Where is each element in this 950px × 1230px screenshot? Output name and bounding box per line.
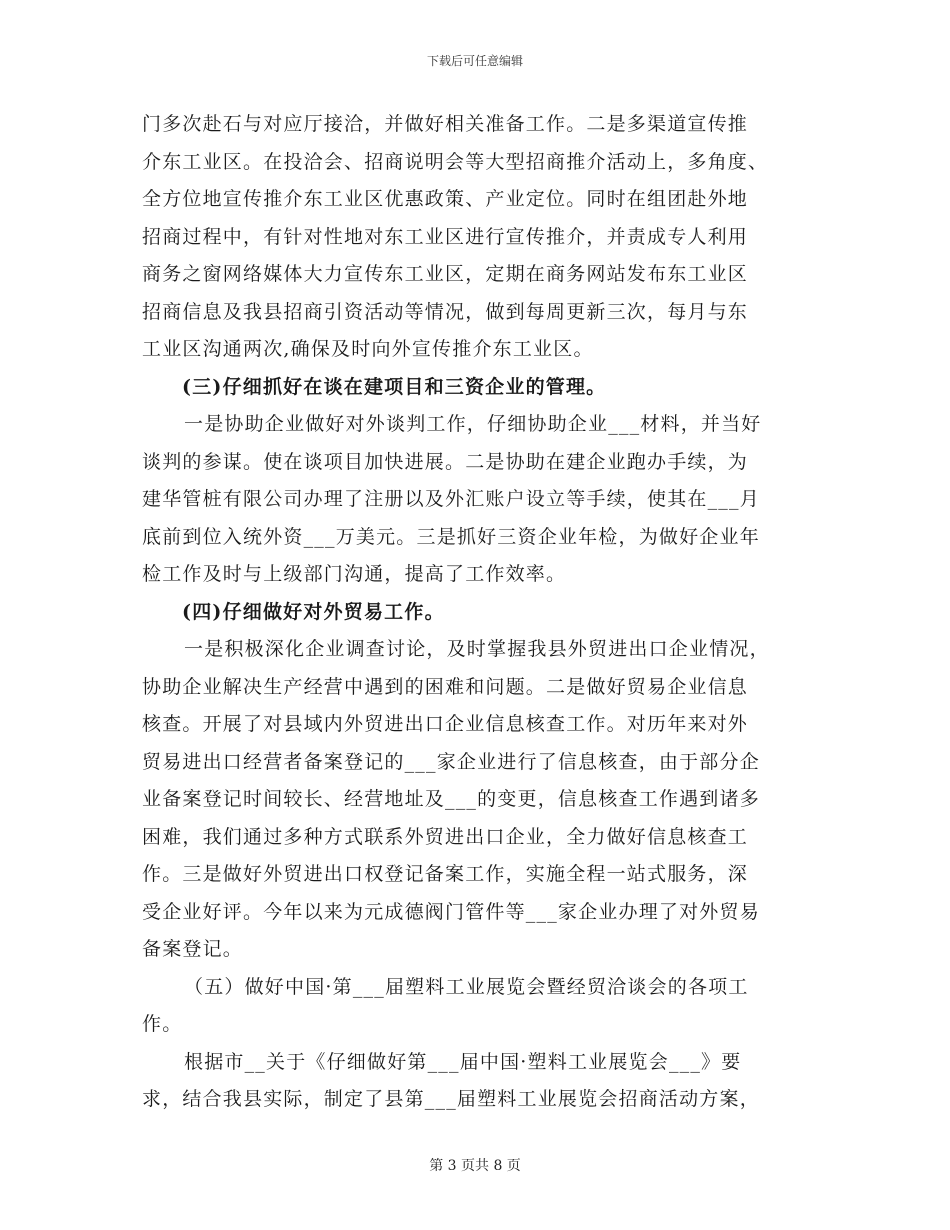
paragraph-line: 受企业好评。今年以来为元成德阀门管件等___家企业办理了对外贸易 bbox=[142, 900, 760, 923]
paragraph-line: 一是协助企业做好对外谈判工作，仔细协助企业___材料，并当好 bbox=[184, 413, 762, 435]
paragraph-line: 一是积极深化企业调查讨论，及时掌握我县外贸进出口企业情况， bbox=[184, 638, 770, 660]
paragraph-line: 商务之窗网络媒体大力宣传东工业区，定期在商务网站发布东工业区 bbox=[142, 263, 749, 285]
paragraph-line: 招商信息及我县招商引资活动等情况，做到每周更新三次，每月与东 bbox=[142, 300, 749, 323]
paragraph-line: 底前到位入统外资___万美元。三是抓好三资企业年检，为做好企业年 bbox=[142, 525, 760, 548]
section-heading-4: (四)仔细做好对外贸易工作。 bbox=[182, 600, 445, 623]
paragraph-line: 作。三是做好外贸进出口权登记备案工作，实施全程一站式服务，深 bbox=[142, 863, 749, 885]
paragraph-line: 作。 bbox=[142, 1013, 183, 1035]
paragraph-line: 全方位地宣传推介东工业区优惠政策、产业定位。同时在组团赴外地 bbox=[142, 188, 749, 210]
document-body bbox=[142, 106, 810, 1119]
page-number: 第 3 页共 8 页 bbox=[429, 1158, 521, 1174]
page-header: 下载后可任意编辑 bbox=[426, 54, 523, 68]
paragraph-line: 协助企业解决生产经营中遇到的困难和问题。二是做好贸易企业信息 bbox=[142, 675, 749, 698]
paragraph-line: 求，结合我县实际，制定了县第___届塑料工业展览会招商活动方案， bbox=[142, 1088, 760, 1110]
paragraph-line: 门多次赴石与对应厅接洽，并做好相关准备工作。二是多渠道宣传推 bbox=[142, 113, 749, 135]
paragraph-line: 困难，我们通过多种方式联系外贸进出口企业，全力做好信息核查工 bbox=[142, 825, 749, 848]
paragraph-line: 谈判的参谋。使在谈项目加快进展。二是协助在建企业跑办手续，为 bbox=[142, 450, 749, 473]
paragraph-line: 备案登记。 bbox=[142, 938, 244, 960]
paragraph-line: 建华管桩有限公司办理了注册以及外汇账户设立等手续，使其在___月 bbox=[142, 488, 760, 510]
section-heading-5: （五）做好中国·第___届塑料工业展览会暨经贸洽谈会的各项工 bbox=[184, 975, 749, 998]
paragraph-line: 介东工业区。在投洽会、招商说明会等大型招商推介活动上，多角度、 bbox=[142, 150, 769, 173]
paragraph-line: 贸易进出口经营者备案登记的___家企业进行了信息核查，由于部分企 bbox=[142, 750, 760, 773]
paragraph-line: 核查。开展了对县域内外贸进出口企业信息核查工作。对历年来对外 bbox=[142, 713, 749, 735]
paragraph-line: 业备案登记时间较长、经营地址及___的变更，信息核查工作遇到诸多 bbox=[142, 788, 760, 810]
paragraph-line: 检工作及时与上级部门沟通，提高了工作效率。 bbox=[142, 563, 567, 585]
paragraph-line: 工业区沟通两次,确保及时向外宣传推介东工业区。 bbox=[142, 338, 594, 360]
section-heading-3: (三)仔细抓好在谈在建项目和三资企业的管理。 bbox=[182, 375, 607, 398]
paragraph-line: 根据市__关于《仔细做好第___届中国·塑料工业展览会___》要 bbox=[184, 1050, 742, 1073]
paragraph-line: 招商过程中，有针对性地对东工业区进行宣传推介，并责成专人利用 bbox=[142, 225, 749, 248]
